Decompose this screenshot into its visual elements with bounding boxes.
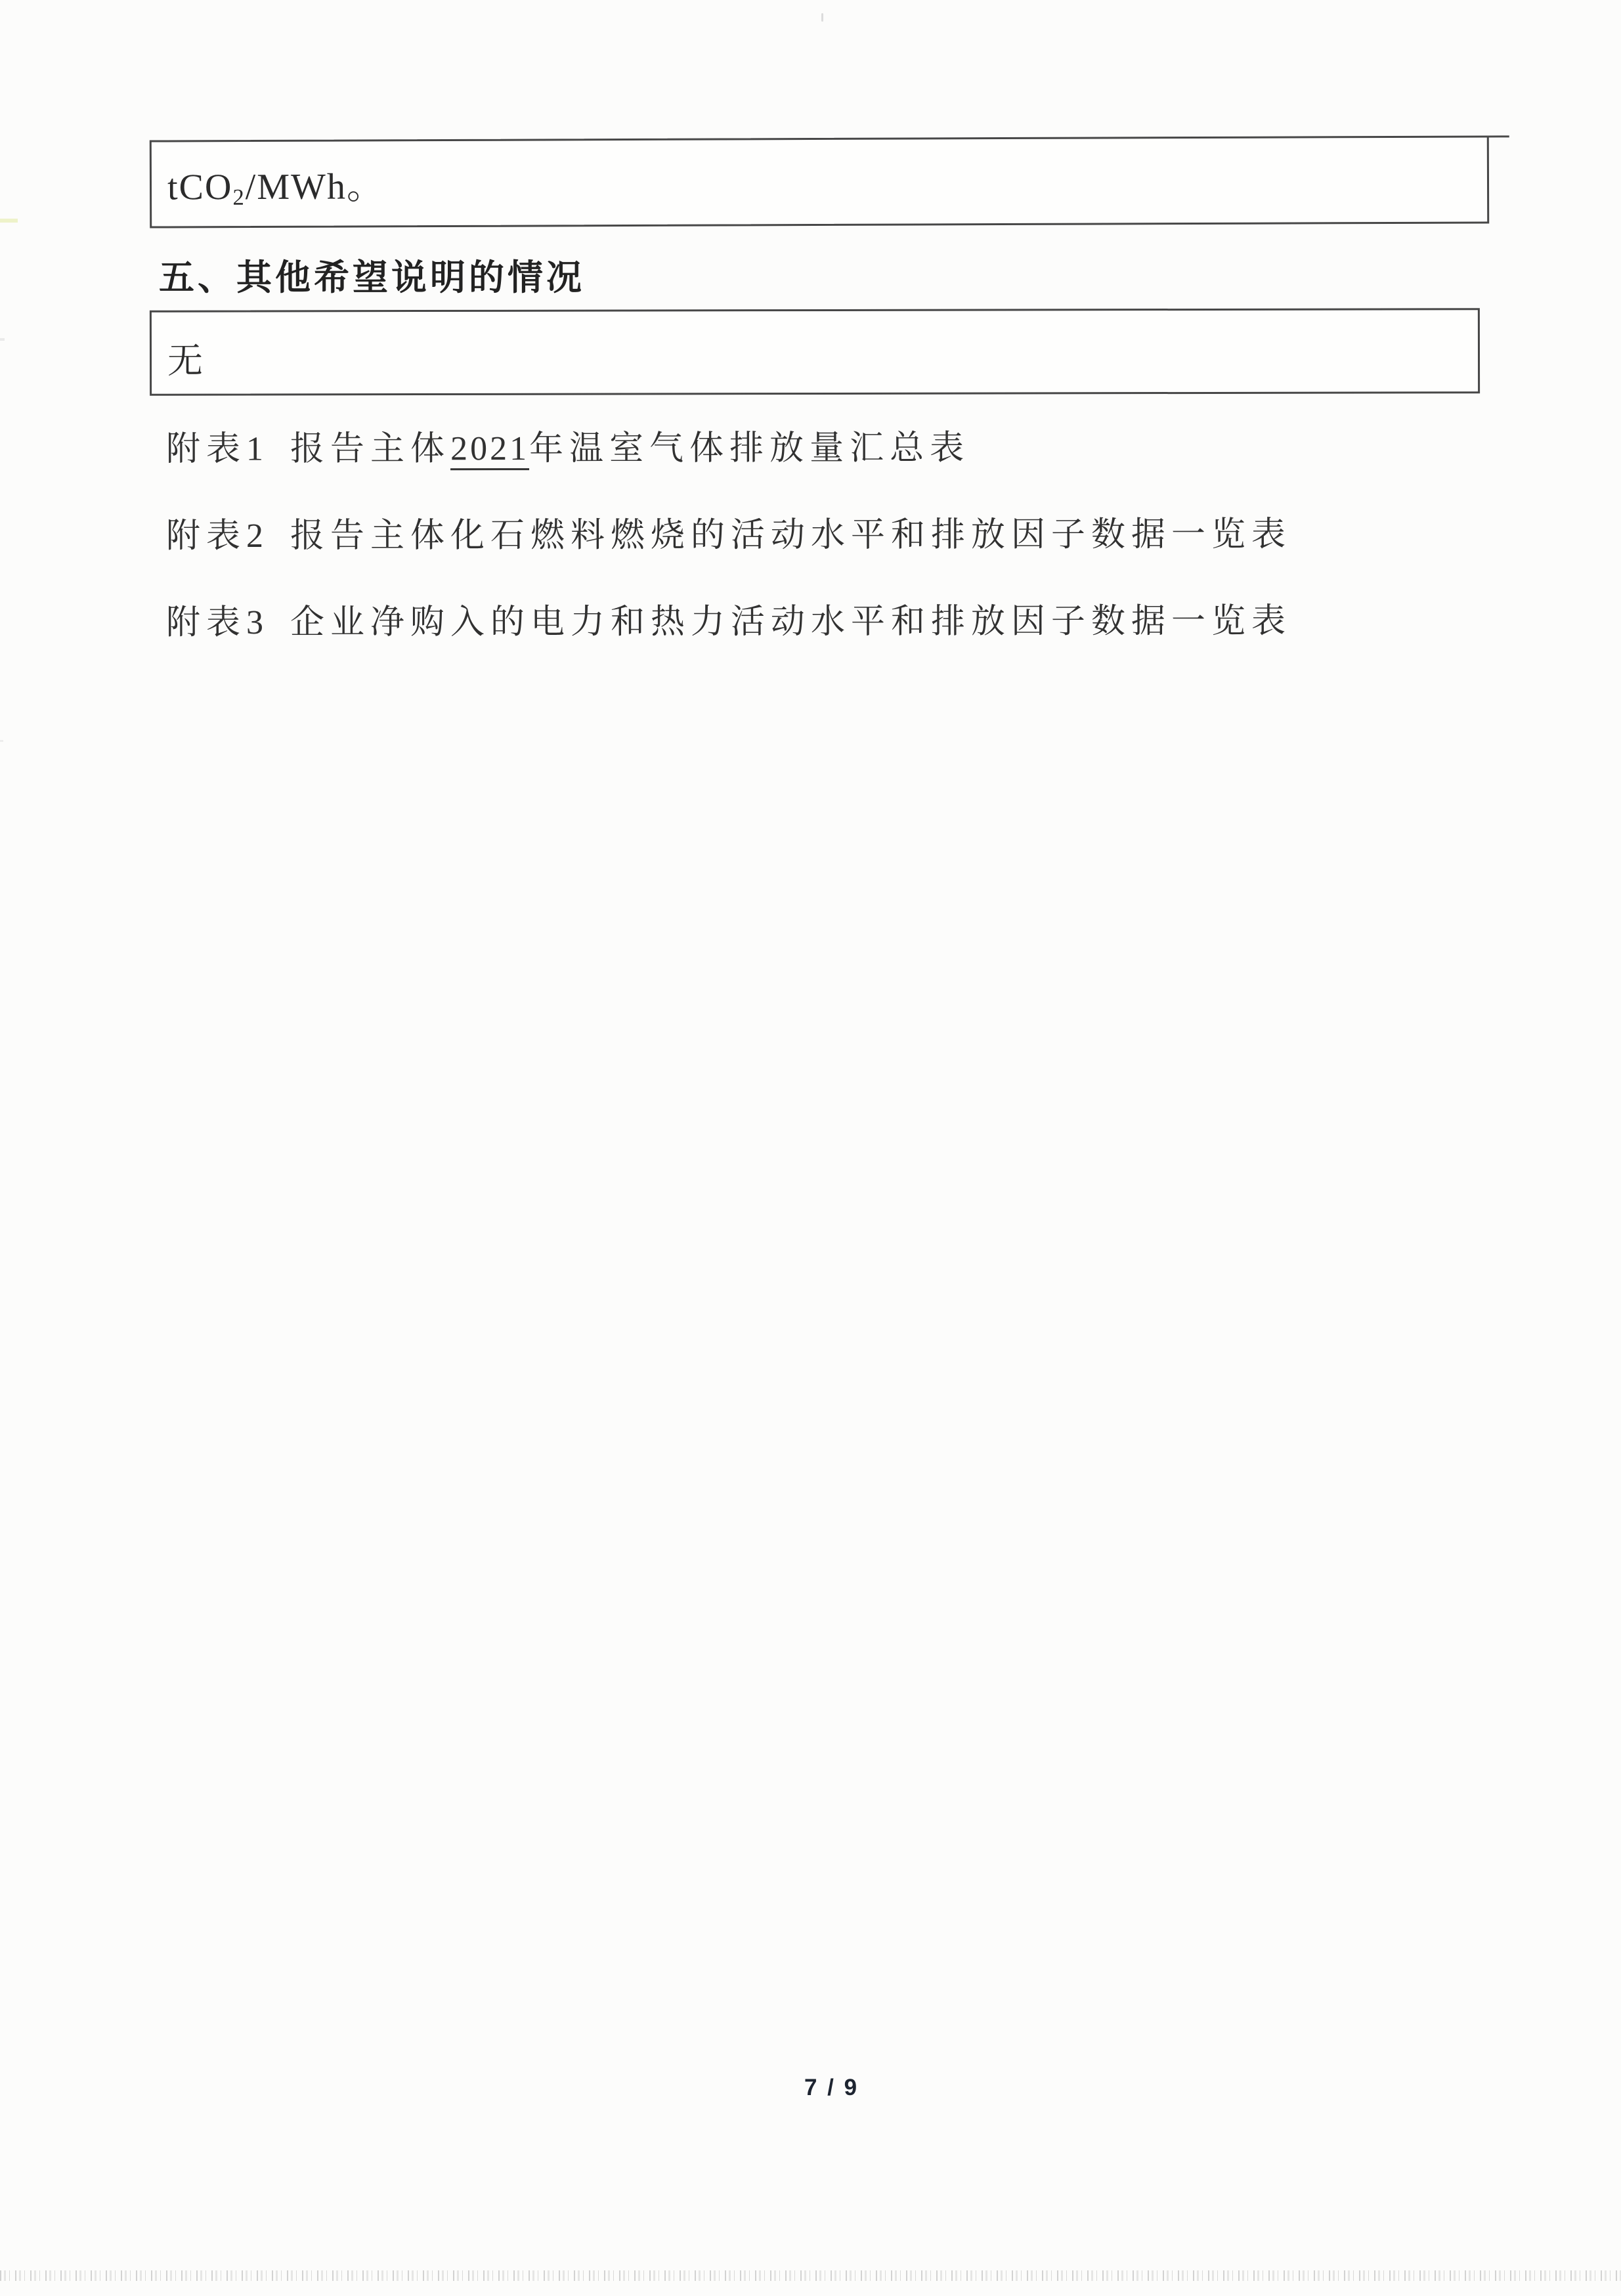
other-notes-box [150, 308, 1480, 396]
unit-suffix: /MWh。 [245, 166, 385, 208]
appendix-item-text-before: 报告主体 [290, 430, 451, 468]
appendix-item-text-after: 年温室气体排放量汇总表 [529, 429, 970, 468]
unit-value-box [150, 135, 1489, 228]
page-number: 7 / 9 [804, 2075, 859, 2100]
unit-prefix: tCO [167, 167, 233, 208]
unit-subscript: 2 [232, 184, 246, 210]
appendix-item-label: 附表1 [165, 430, 270, 468]
appendix-item-label: 附表3 [165, 603, 270, 642]
appendix-item-text-before: 报告主体化石燃料燃烧的活动水平和排放因子数据一览表 [290, 515, 1292, 555]
scan-artifact-bottom-noise [0, 2270, 1621, 2281]
appendix-item-1 [166, 420, 970, 470]
section-heading: 五、其他希望说明的情况 [159, 258, 585, 297]
appendix-item-2 [166, 506, 1291, 557]
appendix-item-label: 附表2 [165, 517, 270, 555]
scan-artifact-left-smudge [0, 338, 5, 341]
other-notes-text: 无 [167, 341, 205, 381]
appendix-item-underlined-year: 2021 [450, 430, 529, 470]
scan-artifact-yellow-mark [0, 219, 18, 223]
scan-artifact-top-dot [821, 13, 823, 22]
unit-value-text [152, 157, 385, 210]
scan-artifact-left-smudge [0, 740, 3, 742]
appendix-item-3 [166, 593, 1291, 643]
appendix-item-text-before: 企业净购入的电力和热力活动水平和排放因子数据一览表 [290, 602, 1292, 641]
